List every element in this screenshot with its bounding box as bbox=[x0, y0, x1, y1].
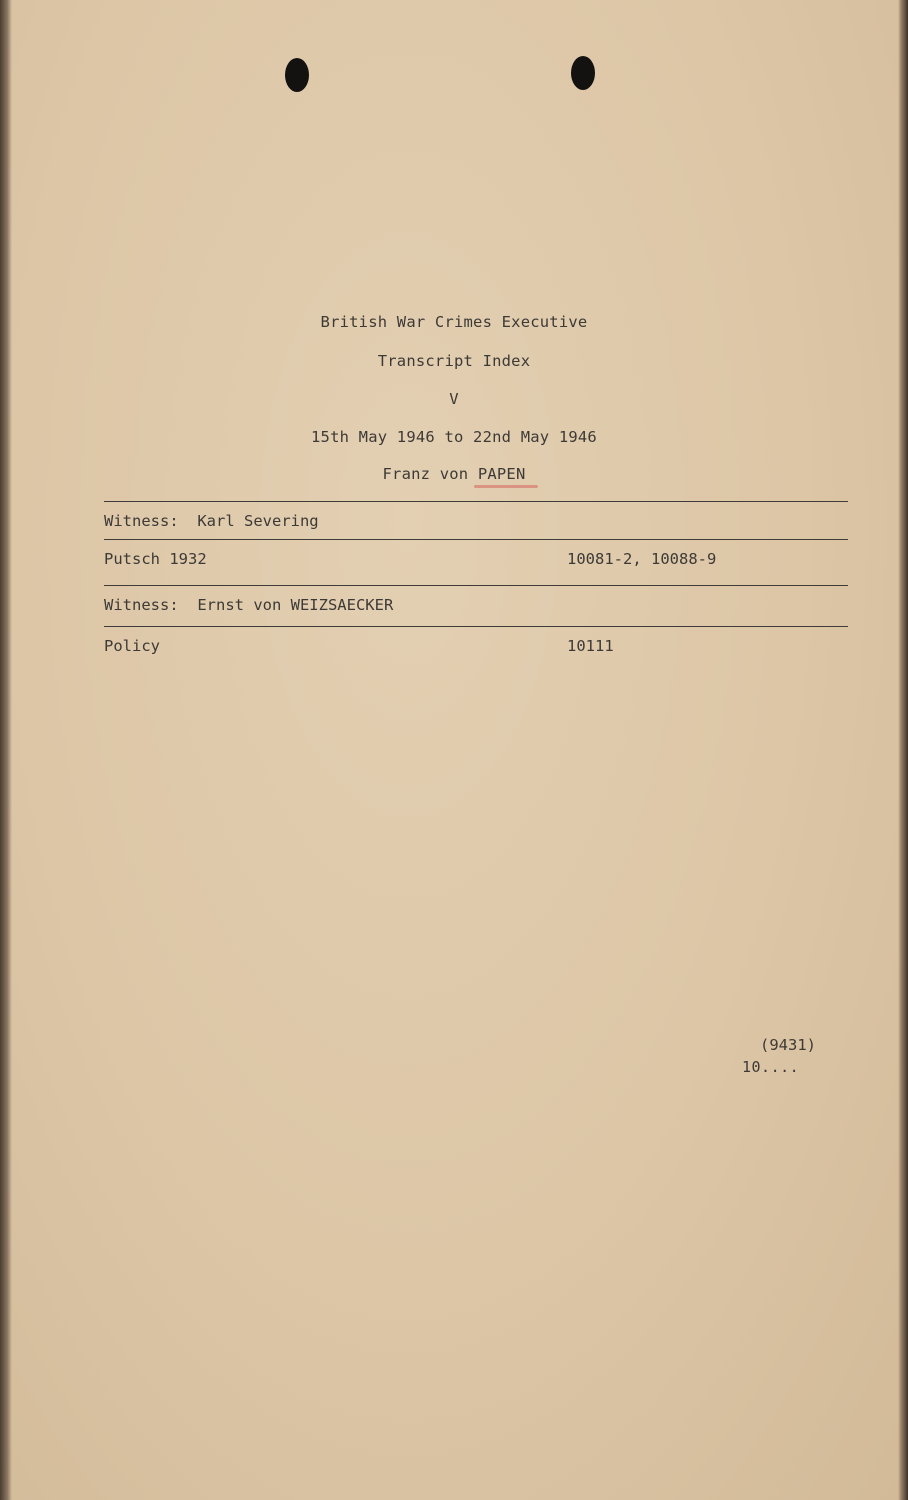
red-underline-mark bbox=[474, 485, 538, 488]
defendant-name bbox=[0, 465, 908, 483]
sheet-number: 10.... bbox=[742, 1058, 800, 1076]
witness-name: Ernst von WEIZSAECKER bbox=[197, 596, 394, 614]
witness-label: Witness: bbox=[104, 512, 179, 530]
rule-below-witness-1 bbox=[104, 539, 848, 540]
rule-top bbox=[104, 501, 848, 502]
punch-hole-right bbox=[571, 56, 595, 90]
defendant-prefix: Franz von bbox=[382, 465, 478, 483]
witness-label: Witness: bbox=[104, 596, 179, 614]
organisation-title: British War Crimes Executive bbox=[320, 313, 588, 331]
volume-number: V bbox=[449, 390, 459, 408]
entry-pages: 10111 bbox=[567, 637, 614, 655]
document-type: Transcript Index bbox=[377, 352, 531, 370]
entry-subject: Policy bbox=[104, 637, 160, 655]
punch-hole-left bbox=[285, 58, 309, 92]
date-range: 15th May 1946 to 22nd May 1946 bbox=[311, 428, 597, 446]
file-number: (9431) bbox=[760, 1036, 816, 1054]
rule-below-witness-2 bbox=[104, 626, 848, 627]
entry-pages: 10081-2, 10088-9 bbox=[567, 550, 717, 568]
defendant-surname: PAPEN bbox=[478, 465, 526, 483]
rule-above-witness-2 bbox=[104, 585, 848, 586]
witness-name: Karl Severing bbox=[197, 512, 319, 530]
witness-row-2 bbox=[104, 596, 393, 614]
witness-row-1 bbox=[104, 512, 319, 530]
entry-subject: Putsch 1932 bbox=[104, 550, 207, 568]
